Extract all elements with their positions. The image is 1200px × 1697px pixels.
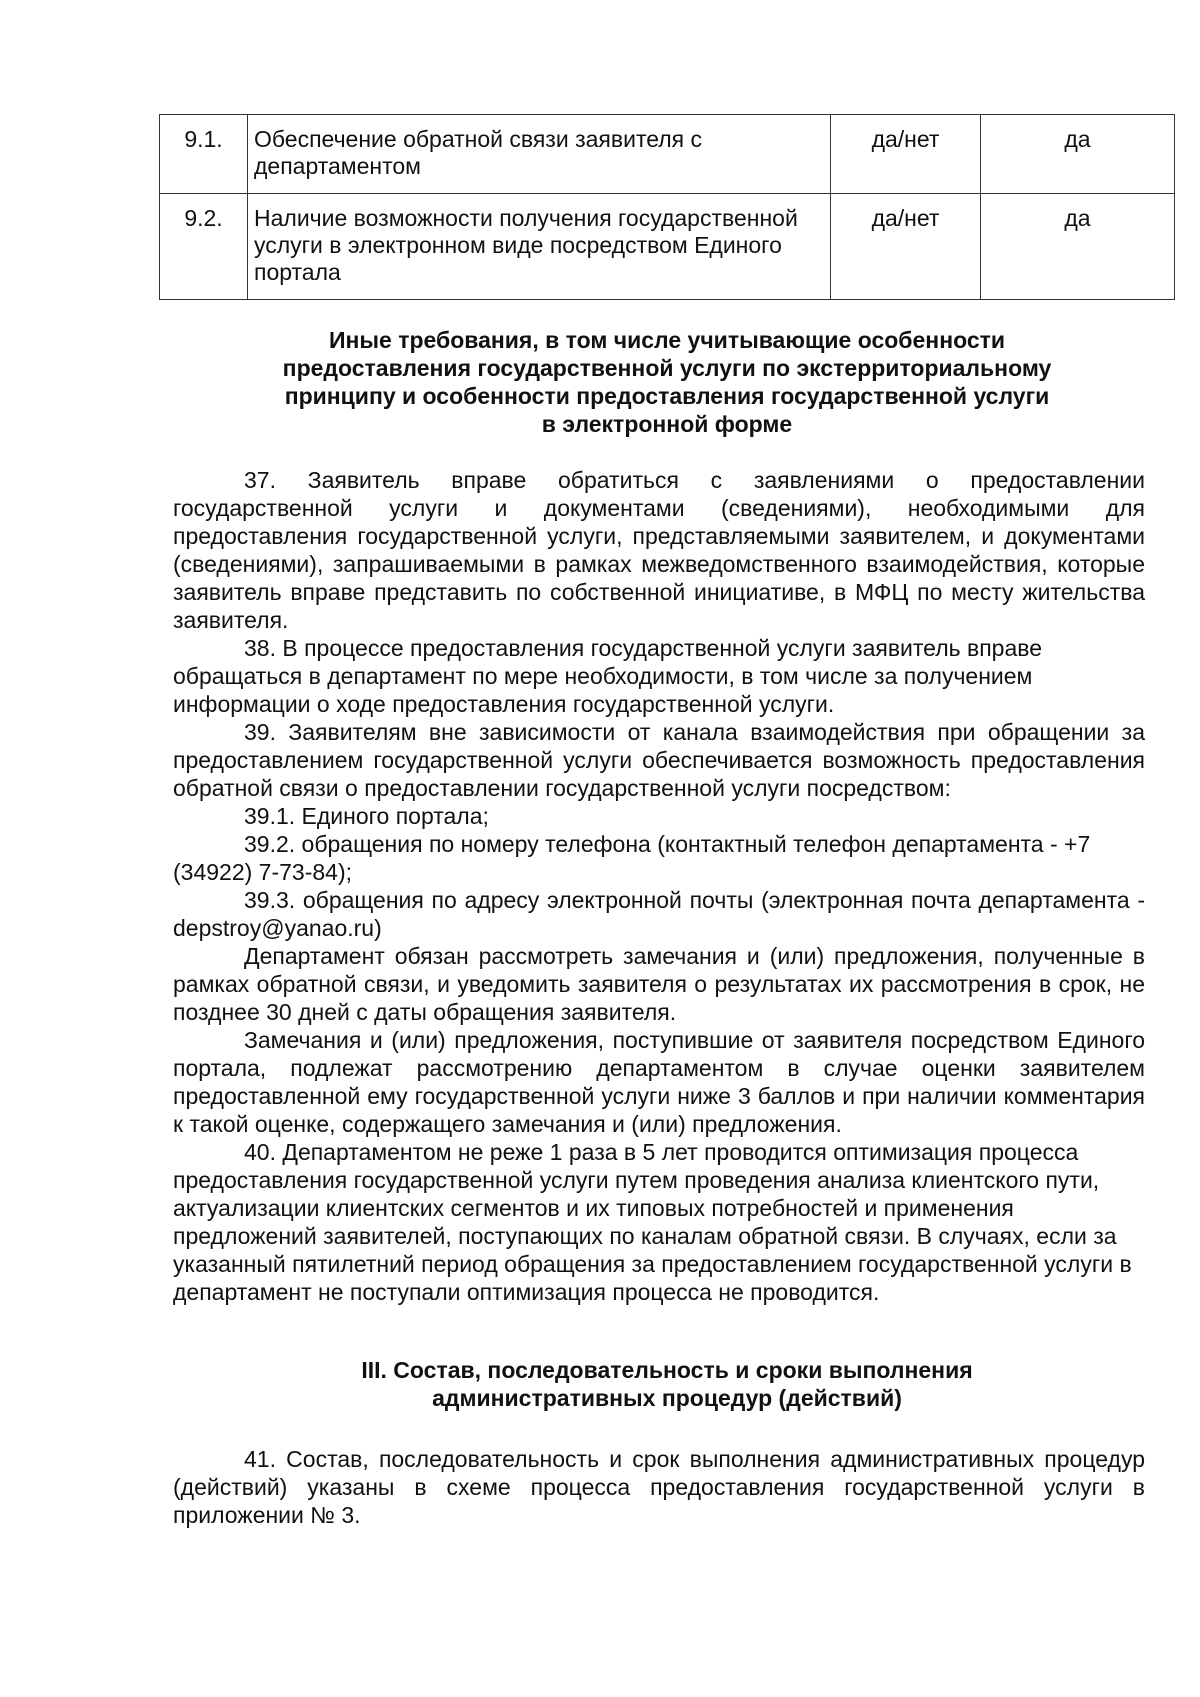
section-heading-other-requirements [159, 326, 1175, 438]
row-unit: да/нет [831, 115, 981, 194]
paragraph-39-1: 39.1. Единого портала; [244, 803, 489, 829]
paragraph-department-duty: Департамент обязан рассмотреть замечания и (или) предложения, полученные в рамках обратной связи, и уведомить заявителя о результатах их рассмотрения в срок, не позднее 30 дней с даты обращения заявителя. [173, 943, 1145, 1025]
paragraph-39: 39. Заявителям вне зависимости от канала взаимодействия при обращении за предоставлением государственной услуги обеспечивается возможность предоставления обратной связи о предоставлении государственной услуги посредством: [173, 719, 1145, 801]
section-body-procedures [173, 1445, 1145, 1529]
row-number: 9.2. [160, 194, 248, 300]
heading-line: принципу и особенности предоставления государственной услуги [284, 383, 1050, 409]
table-row [160, 194, 1175, 300]
heading-line: административных процедур (действий) [432, 1385, 902, 1411]
row-unit: да/нет [831, 194, 981, 300]
paragraph-39-2: 39.2. обращения по номеру телефона (контактный телефон департамента - +7 (34922) 7-73-84); [173, 831, 1091, 885]
heading-line: Иные требования, в том числе учитывающие особенности [328, 327, 1006, 353]
row-value: да [981, 194, 1175, 300]
paragraph-remarks: Замечания и (или) предложения, поступившие от заявителя посредством Единого портала, подлежат рассмотрению департаментом в случае оценки заявителем предоставленной ему государственной услуги ниже 3 баллов и при наличии комментария к такой оценке, содержащего замечания и (или) предложения. [173, 1027, 1145, 1137]
section-body-other-requirements [173, 466, 1145, 1306]
criteria-table [159, 114, 1175, 300]
paragraph-38: 38. В процессе предоставления государственной услуги заявитель вправе обращаться в департамент по мере необходимости, в том числе за получением информации о ходе предоставления государственной услуги. [173, 635, 1043, 717]
row-value: да [981, 115, 1175, 194]
heading-line: предоставления государственной услуги по экстерриториальному [282, 355, 1052, 381]
paragraph-39-3: 39.3. обращения по адресу электронной почты (электронная почта департамента - depstroy@yanao.ru) [173, 887, 1145, 941]
row-number: 9.1. [160, 115, 248, 194]
paragraph-40: 40. Департаментом не реже 1 раза в 5 лет проводится оптимизация процесса предоставления государственной услуги путем проведения анализа клиентского пути, актуализации клиентских сегментов и их типовых потребностей и применения предложений заявителей, поступающих по каналам обратной связи. В случаях, если за указанный пятилетний период обращения за предоставлением государственной услуги в департамент не поступали оптимизация процесса не проводится. [173, 1139, 1132, 1305]
row-criterion: Наличие возможности получения государственной услуги в электронном виде посредством Единого портала [248, 194, 831, 300]
paragraph-37: 37. Заявитель вправе обратиться с заявлениями о предоставлении государственной услуги и документами (сведениями), необходимыми для предоставления государственной услуги, представляемыми заявителем, и документами (сведениями), запрашиваемыми в рамках межведомственного взаимодействия, которые заявитель вправе представить по собственной инициативе, в МФЦ по месту жительства заявителя. [173, 467, 1145, 633]
table-row [160, 115, 1175, 194]
paragraph-41: 41. Состав, последовательность и срок выполнения административных процедур (действий) указаны в схеме процесса предоставления государственной услуги в приложении № 3. [173, 1446, 1145, 1528]
row-criterion: Обеспечение обратной связи заявителя с департаментом [248, 115, 831, 194]
section-heading-procedures [159, 1356, 1175, 1412]
heading-line: III. Состав, последовательность и сроки выполнения [361, 1357, 973, 1383]
heading-line: в электронной форме [541, 411, 793, 437]
